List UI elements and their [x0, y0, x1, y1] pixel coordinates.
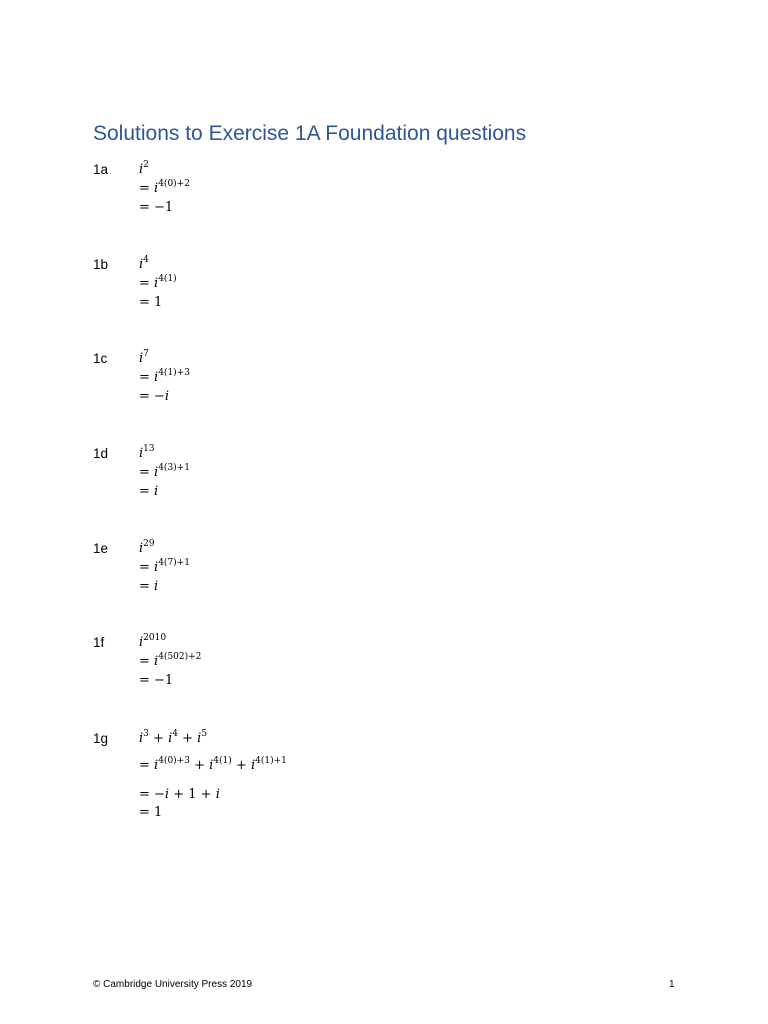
question-label: 1d — [93, 446, 109, 461]
question-label: 1g — [93, 731, 109, 746]
question-label: 1b — [93, 257, 109, 272]
question-label: 1a — [93, 162, 109, 177]
working-step: = −i + 1 + i — [139, 787, 220, 802]
question-label: 1f — [93, 635, 105, 650]
working-step: = $i^{4(1)+3}$ — [139, 368, 190, 385]
result: = −1 — [139, 673, 174, 688]
question-label: 1c — [93, 351, 108, 366]
working-step: = $i^{4(0)+2}$ — [139, 179, 190, 196]
result: = −i — [139, 389, 170, 404]
result: = −1 — [139, 200, 174, 215]
result: = i — [139, 484, 159, 499]
footer-copyright: © Cambridge University Press 2019 — [93, 979, 253, 990]
expression: $i^2$ — [139, 160, 149, 177]
page-number: 1 — [669, 979, 675, 990]
result: = 1 — [139, 805, 163, 820]
result: = i — [139, 579, 159, 594]
working-step: = $i^{4(7)+1}$ — [139, 558, 190, 575]
expression: $i^{13}$ — [139, 444, 155, 461]
expression: $i^7$ — [139, 349, 149, 366]
working-step: = $i^{4(0)+3} + i^{4(1)} + i^{4(1)+1}$ — [139, 756, 287, 773]
working-step: = $i^{4(502)+2}$ — [139, 652, 202, 669]
question-label: 1e — [93, 541, 109, 556]
expression: $i^3 + i^4 + i^5$ — [139, 729, 208, 746]
expression: $i^{29}$ — [139, 539, 155, 556]
page-title: Solutions to Exercise 1A Foundation questions — [93, 122, 527, 145]
expression: $i^4$ — [139, 255, 149, 272]
working-step: = $i^{4(1)}$ — [139, 274, 177, 291]
result: = 1 — [139, 295, 163, 310]
expression: $i^{2010}$ — [139, 633, 167, 650]
working-step: = $i^{4(3)+1}$ — [139, 463, 190, 480]
